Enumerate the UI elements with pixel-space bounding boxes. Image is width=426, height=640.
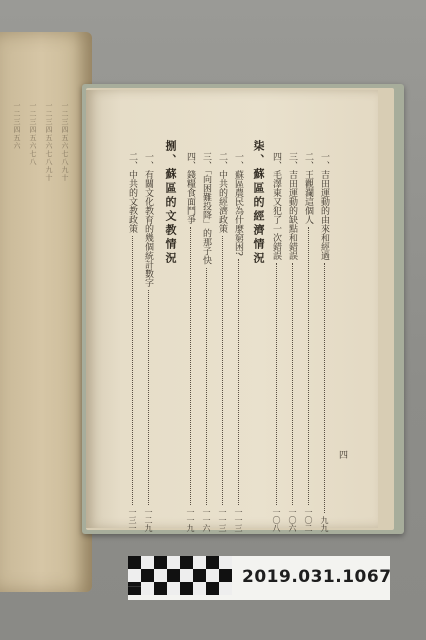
toc-entry: 一、吉田運動的由來和經過 九九	[319, 152, 329, 532]
toc-entry: 一、蘇區農民為什麼窮困? 一一三	[233, 152, 243, 532]
archive-label	[128, 556, 390, 600]
toc-entry: 二、中共的經濟政策 一一三	[217, 152, 227, 532]
accession-number: 2019.031.1067	[242, 567, 392, 587]
toc-entry: 四、毛澤東又犯了一次錯誤 一〇八	[271, 152, 281, 532]
toc-entry: 三、「向困難投降」的那子快 一一六	[201, 152, 211, 532]
left-page: 一二三四五六七八九十 一二三四五六七八九十 一二三四五六七八 一二三四五六	[0, 32, 92, 592]
color-target	[128, 556, 232, 600]
toc-entry: 一、有關文化教育的幾個統計數字 一二九	[143, 152, 153, 532]
toc-page	[86, 90, 378, 532]
toc-entry: 四、錢糧食面鬥爭 一一九	[185, 152, 195, 532]
toc-entry: 二、王觀瀾這個人 一〇二	[303, 152, 313, 532]
toc-entry: 二、中共的文教政策 一三一	[127, 152, 137, 532]
page-number: 四	[338, 451, 348, 461]
section-heading: 柒、蘇區的經濟情況	[252, 140, 265, 266]
scale-ruler	[128, 586, 141, 600]
toc-entry: 三、吉田運動的缺點和錯誤 一〇六	[287, 152, 297, 532]
section-heading: 捌、蘇區的文教情況	[164, 140, 177, 266]
